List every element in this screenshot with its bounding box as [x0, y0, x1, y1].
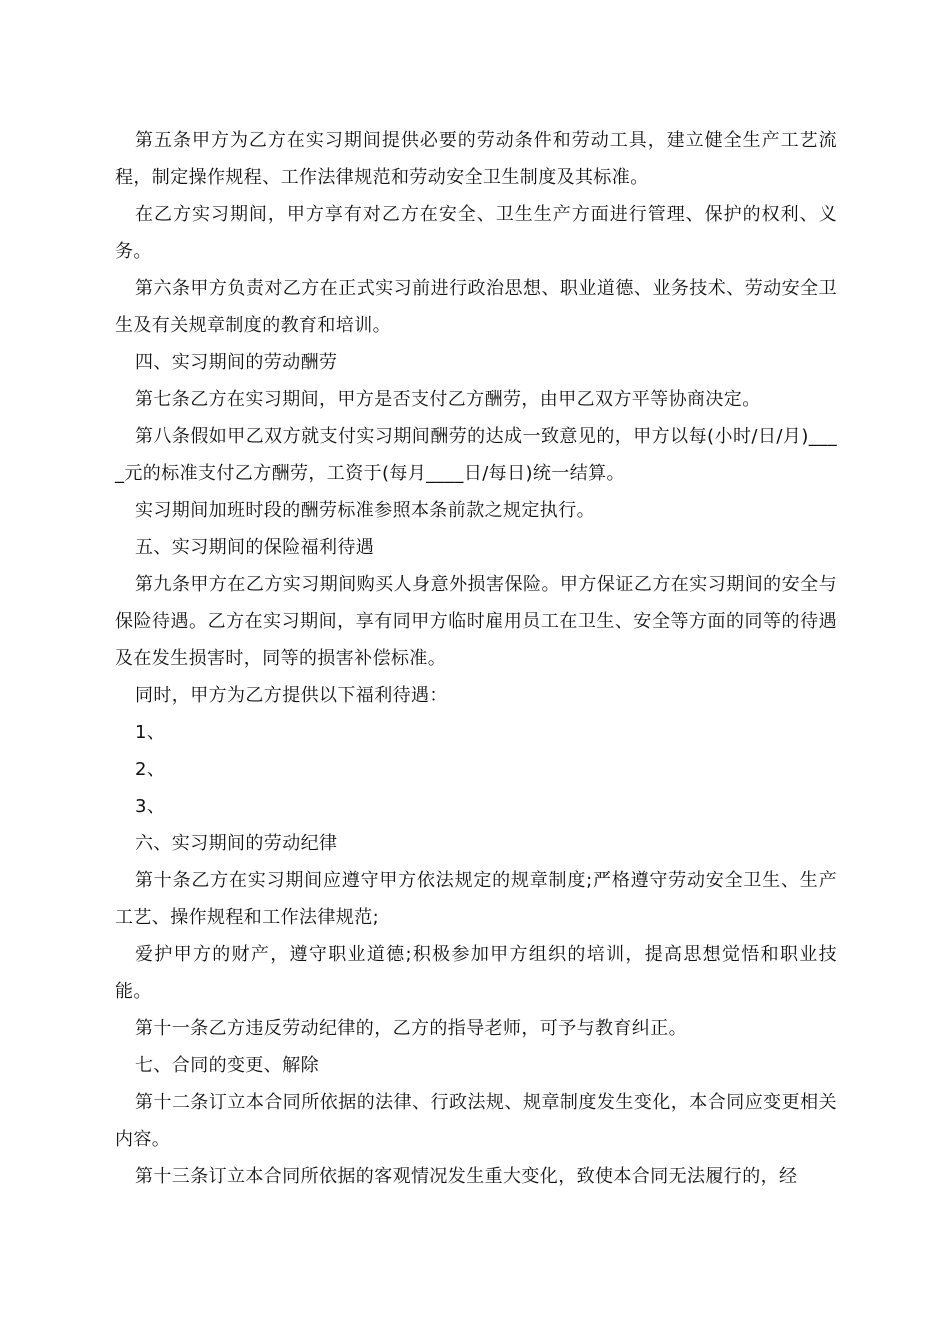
- paragraph-article-9: 第九条甲方在乙方实习期间购买人身意外损害保险。甲方保证乙方在实习期间的安全与保险待遇。乙方在实习期间，享有同甲方临时雇用员工在卫生、安全等方面的同等的待遇及在发生损害时，同等的损害补偿标准。: [115, 574, 837, 669]
- paragraph-article-8: 第八条假如甲乙双方就支付实习期间酬劳的达成一致意见的，甲方以每(小时/日/月)____元的标准支付乙方酬劳，工资于(每月____日/每日)统一结算。: [115, 426, 837, 484]
- list-item-2: 2、: [135, 759, 166, 780]
- paragraph-article-6: 第六条甲方负责对乙方在正式实习前进行政治思想、职业道德、业务技术、劳动安全卫生及有关规章制度的教育和培训。: [115, 278, 837, 336]
- section-heading-7: 七、合同的变更、解除: [135, 1055, 319, 1076]
- list-item-3: 3、: [135, 796, 166, 817]
- paragraph-article-5: 第五条甲方为乙方在实习期间提供必要的劳动条件和劳动工具，建立健全生产工艺流程，制定操作规程、工作法律规范和劳动安全卫生制度及其标准。: [115, 130, 837, 188]
- paragraph-article-10: 第十条乙方在实习期间应遵守甲方依法规定的规章制度;严格遵守劳动安全卫生、生产工艺、操作规程和工作法律规范;: [115, 870, 837, 928]
- list-item-1: 1、: [135, 722, 166, 743]
- paragraph-property-ethics: 爱护甲方的财产，遵守职业道德;积极参加甲方组织的培训，提高思想觉悟和职业技能。: [115, 944, 837, 1002]
- paragraph-overtime: 实习期间加班时段的酬劳标准参照本条前款之规定执行。: [135, 500, 595, 521]
- paragraph-benefits-intro: 同时，甲方为乙方提供以下福利待遇：: [135, 685, 448, 706]
- paragraph-article-13: 第十三条订立本合同所依据的客观情况发生重大变化，致使本合同无法履行的，经: [135, 1166, 798, 1187]
- document-body: [115, 122, 837, 1195]
- paragraph-article-7: 第七条乙方在实习期间，甲方是否支付乙方酬劳，由甲乙双方平等协商决定。: [135, 389, 761, 410]
- section-heading-5: 五、实习期间的保险福利待遇: [135, 537, 375, 558]
- section-heading-6: 六、实习期间的劳动纪律: [135, 833, 338, 854]
- section-heading-4: 四、实习期间的劳动酬劳: [135, 352, 338, 373]
- paragraph-article-11: 第十一条乙方违反劳动纪律的，乙方的指导老师，可予与教育纠正。: [135, 1018, 687, 1039]
- paragraph-article-12: 第十二条订立本合同所依据的法律、行政法规、规章制度发生变化，本合同应变更相关内容。: [115, 1092, 837, 1150]
- paragraph-internship-rights: 在乙方实习期间，甲方享有对乙方在安全、卫生生产方面进行管理、保护的权利、义务。: [115, 204, 837, 262]
